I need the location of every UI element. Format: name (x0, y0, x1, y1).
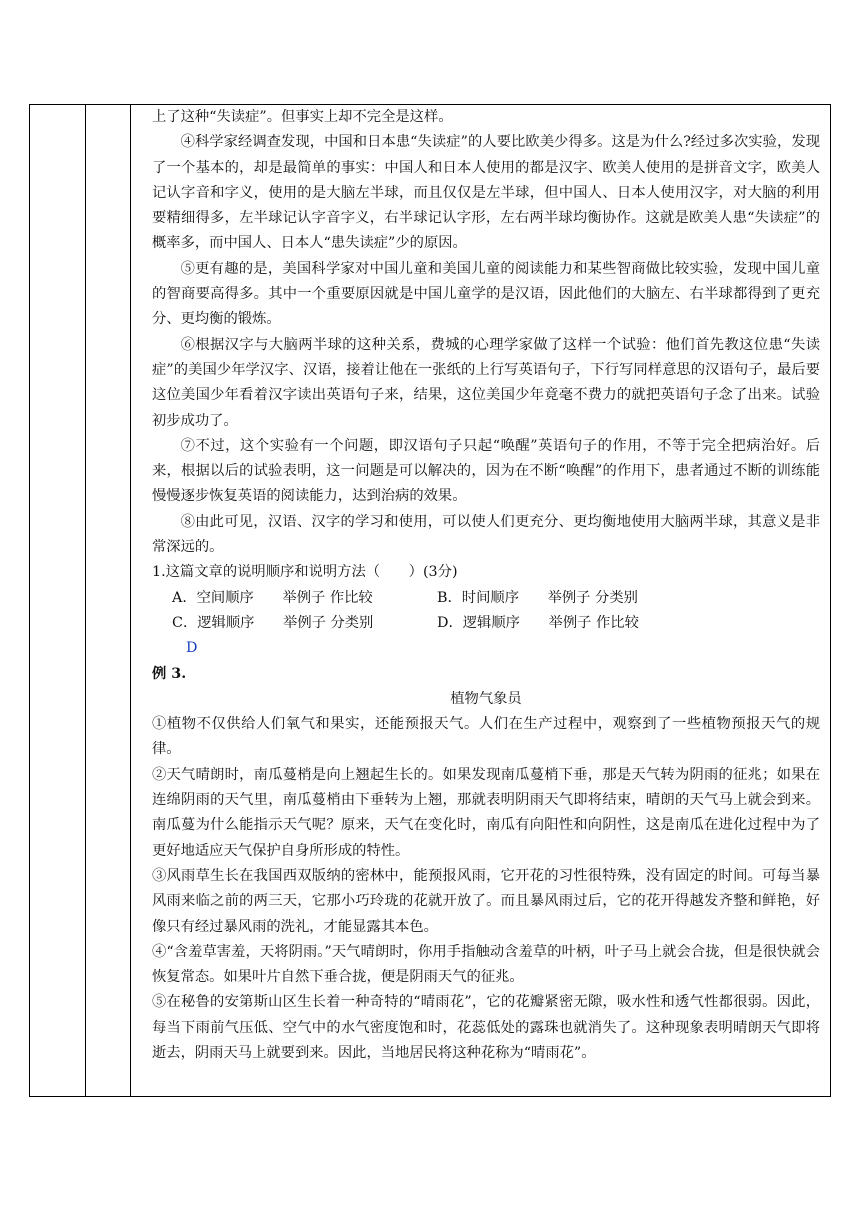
example-paragraph-2: ②天气晴朗时，南瓜蔓梢是向上翘起生长的。如果发现南瓜蔓梢下垂，那是天气转为阴雨的征兆；如果在连绵阴雨的天气里，南瓜蔓梢由下垂转为上翘，那就表明阴雨天气即将结束，晴朗的天气马上就会到来。南瓜蔓为什么能指示天气呢？原来，天气在变化时，南瓜有向阳性和向阴性，这是南瓜在进化过程中为了更好地适应天气保护自身所形成的特性。 (152, 766, 820, 859)
example-paragraph-1: ①植物不仅供给人们氧气和果实，还能预报天气。人们在生产过程中，观察到了一些植物预报天气的规律。 (152, 716, 820, 758)
column-divider-1 (85, 105, 86, 1096)
answer: D (186, 640, 198, 657)
article-title: 植物气象员 (450, 690, 522, 707)
options-row-2 (152, 611, 820, 636)
column-divider-2 (130, 105, 131, 1096)
option-d: D．逻辑顺序 举例子 作比较 (437, 614, 639, 631)
question-1: 1.这篇文章的说明顺序和说明方法（ ）(3分) (152, 564, 458, 581)
paragraph-4: ④科学家经调查发现，中国和日本患“失读症”的人要比欧美少得多。这是为什么?经过多次实验，发现了一个基本的，却是最简单的事实：中国人和日本人使用的都是汉字、欧美人使用的是拼音文字，欧美人记认字音和字义，使用的是大脑左半球，而且仅仅是左半球，但中国人、日本人使用汉字，对大脑的利用要精细得多，左半球记认字音字义，右半球记认字形，左右两半球均衡协作。这就是欧美人患“失读症”的概率多，而中国人、日本人“患失读症”少的原因。 (152, 134, 820, 252)
example-paragraph-3: ③风雨草生长在我国西双版纳的密林中，能预报风雨，它开花的习性很特殊，没有固定的时间。可每当暴风雨来临之前的两三天，它那小巧玲珑的花就开放了。而且暴风雨过后，它的花开得越发齐整和鲜艳，好像只有经过暴风雨的洗礼，才能显露其本色。 (152, 867, 820, 935)
paragraph-7: ⑦不过，这个实验有一个问题，即汉语句子只起“唤醒”英语句子的作用，不等于完全把病治好。后来，根据以后的试验表明，这一问题是可以解决的，因为在不断“唤醒”的作用下，患者通过不断的训练能慢慢逐步恢复英语的阅读能力，达到治病的效果。 (152, 437, 820, 505)
table-frame (29, 104, 831, 1097)
content-cell (143, 105, 830, 1096)
option-a: A．空间顺序 举例子 作比较 (172, 589, 373, 606)
option-c: C．逻辑顺序 举例子 分类别 (172, 614, 374, 631)
options-row-1 (152, 586, 820, 611)
paragraph-5: ⑤更有趣的是，美国科学家对中国儿童和美国儿童的阅读能力和某些智商做比较实验，发现中国儿童的智商要高得多。其中一个重要原因就是中国儿童学的是汉语，因此他们的大脑左、右半球都得到了更充分、更均衡的锻炼。 (152, 260, 820, 328)
example-paragraph-4: ④“含羞草害羞，天将阴雨。”天气晴朗时，你用手指触动含羞草的叶柄，叶子马上就会合拢，但是很快就会恢复常态。如果叶片自然下垂合拢，便是阴雨天气的征兆。 (152, 943, 820, 986)
option-b: B．时间顺序 举例子 分类别 (437, 589, 638, 606)
example-paragraph-5: ⑤在秘鲁的安第斯山区生长着一种奇特的“晴雨花”，它的花瓣紧密无隙，吸水性和透气性都很弱。因此，每当下雨前气压低、空气中的水气密度饱和时，花蕊低处的露珠也就消失了。这种现象表明晴朗天气即将逝去，阴雨天马上就要到来。因此，当地居民将这种花称为“晴雨花”。 (152, 994, 820, 1061)
paragraph-continued: 上了这种“失读症”。但事实上却不完全是这样。 (152, 109, 453, 125)
paragraph-6: ⑥根据汉字与大脑两半球的这种关系，费城的心理学家做了这样一个试验：他们首先教这位患“失读症”的美国少年学汉字、汉语，接着让他在一张纸的上行写英语句子，下行写同样意思的汉语句子，最后要这位美国少年看着汉字读出英语句子来，结果，这位美国少年竟毫不费力的就把英语句子念了出来。试验初步成功了。 (152, 336, 820, 429)
paragraph-8: ⑧由此可见，汉语、汉字的学习和使用，可以使人们更充分、更均衡地使用大脑两半球，其意义是非常深远的。 (152, 513, 820, 556)
example-label: 例 3. (152, 665, 187, 682)
